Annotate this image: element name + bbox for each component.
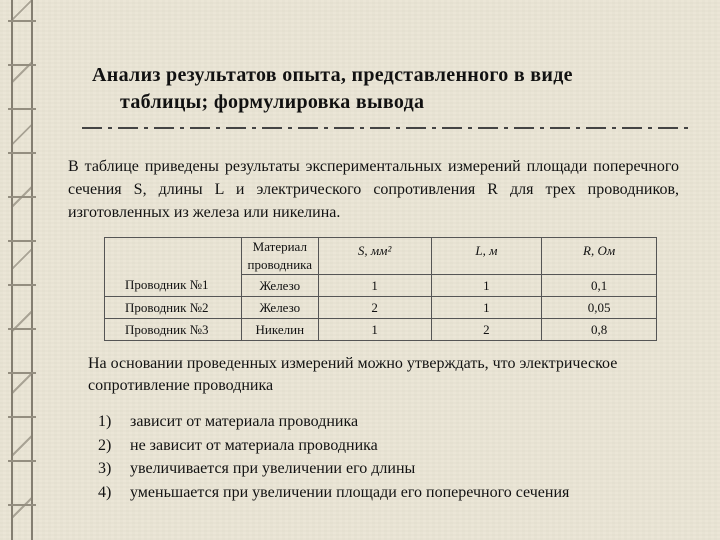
cell-name: Проводник №2 [105, 297, 242, 319]
cell-name: Проводник №1 [105, 275, 242, 297]
cell-material: Железо [241, 297, 318, 319]
list-item[interactable] [98, 410, 569, 434]
header-material [241, 238, 318, 275]
cell-S: 1 [318, 275, 431, 297]
cell-R: 0,8 [542, 319, 657, 341]
header-R [542, 238, 657, 275]
results-table [104, 237, 657, 341]
option-number: 1) [98, 413, 112, 430]
list-item[interactable] [98, 481, 569, 505]
header-S-label: S, мм² [357, 243, 392, 258]
title-line-2: таблицы; формулировка вывода [120, 91, 425, 113]
option-number: 3) [98, 460, 112, 477]
cell-L: 1 [431, 275, 542, 297]
table-row [105, 319, 657, 341]
answer-options [98, 410, 569, 504]
question-text: На основании проведенных измерений можно утверждать, что электрическое сопротивление проводника [88, 355, 618, 394]
dashed-divider [82, 127, 694, 129]
header-L-label: L, м [475, 243, 498, 258]
cell-L: 2 [431, 319, 542, 341]
option-text: зависит от материала проводника [130, 413, 359, 430]
list-item[interactable] [98, 457, 569, 481]
option-number: 2) [98, 436, 112, 454]
cell-name: Проводник №3 [105, 319, 242, 341]
header-material-line-1: Материал [252, 239, 307, 254]
header-empty [105, 238, 242, 275]
header-L [431, 238, 542, 275]
cell-R: 0,1 [542, 275, 657, 297]
table-header-row [105, 238, 657, 275]
table-row [105, 297, 657, 319]
option-text: увеличивается при увеличении его длины [130, 460, 416, 477]
cell-material: Железо [241, 275, 318, 297]
header-R-label: R, Ом [583, 243, 616, 258]
option-text: не зависит от материала проводника [130, 436, 378, 454]
list-item[interactable] [98, 434, 569, 458]
intro-paragraph: В таблице приведены результаты экспериментальных измерений площади поперечного сечения S, длины L и электрического сопротивления R для трех проводников, изготовленных из железа или никелина. [68, 158, 679, 221]
option-number: 4) [98, 483, 112, 501]
cell-L: 1 [431, 297, 542, 319]
table-row [105, 275, 657, 297]
cell-material: Никелин [241, 319, 318, 341]
title-line-1: Анализ результатов опыта, представленного в виде [92, 64, 573, 86]
cell-S: 2 [318, 297, 431, 319]
header-material-line-2: проводника [247, 257, 313, 272]
option-text: уменьшается при увеличении площади его поперечного сечения [130, 483, 570, 501]
slide-title [92, 62, 692, 116]
cell-R: 0,05 [542, 297, 657, 319]
cell-S: 1 [318, 319, 431, 341]
decorative-ladder-border [8, 0, 36, 540]
header-S [318, 238, 431, 275]
